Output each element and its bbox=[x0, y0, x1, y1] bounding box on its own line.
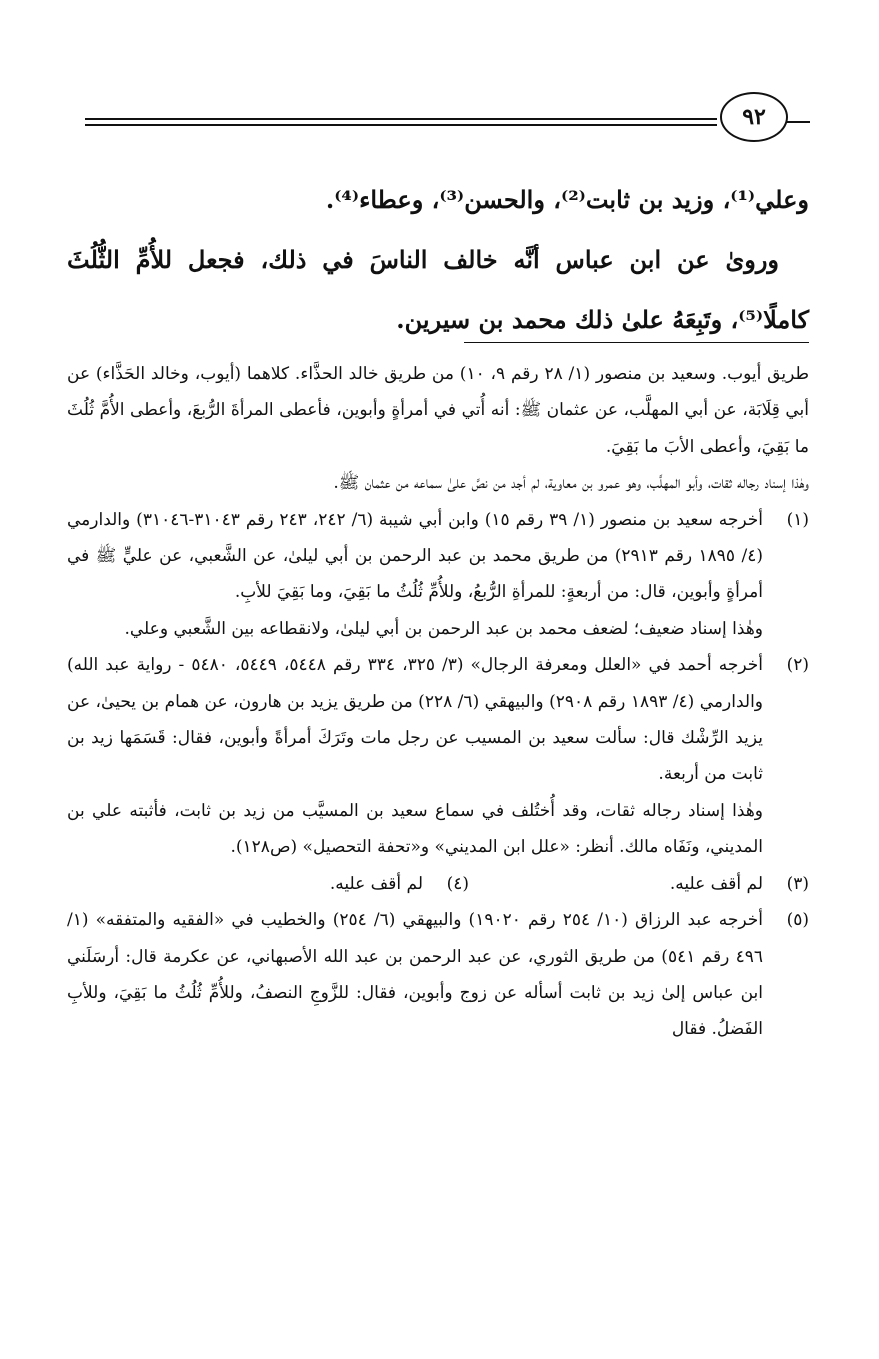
footnote-continuation: طريق أيوب. وسعيد بن منصور (١/ ٢٨ رقم ٩، ١٠) من طريق خالد الحذَّاء. كلاهما (أيوب، وخالد الحَذَّاء) عن أبي قِلَابَة، عن أبي المهلَّب، عن عثمان ﷺ: أنه أُتي في أمرأةٍ وأبوين، فأعطى المرأةَ الرُّبعَ، وأعطى الأُمَّ ثُلُثَ ما بَقِيَ، وأعطى الأبَ ما بَقِيَ. bbox=[67, 364, 810, 457]
footnote-number: (٢) bbox=[786, 655, 809, 676]
footnotes-3-4 bbox=[67, 866, 809, 902]
header-rule-right bbox=[785, 121, 810, 123]
footnote-3 bbox=[469, 866, 809, 902]
header-rule-top bbox=[85, 118, 717, 120]
footnote-5 bbox=[67, 902, 809, 1048]
footnote-text: وهٰذا إسناد رجاله ثقات، وقد أُختُلف في سماع سعيد بن المسيَّب من زيد بن ثابت، فأثبته علي بن المديني، ونَفَاه مالك. أنظر: «علل ابن المديني» و«تحفة التحصيل» (ص١٢٨). bbox=[67, 800, 763, 858]
footnote-number: (١) bbox=[786, 509, 809, 530]
footnote-text: أخرجه أحمد في «العلل ومعرفة الرجال» (٣/ ٣٢٥، ٣٣٤ رقم ٥٤٤٨، ٥٤٤٩، ٥٤٨٠ - رواية عبد الله) والدارمي (٤/ ١٨٩٣ رقم ٢٩٠٨) والبيهقي (٦/ ٢٢٨) من طريق يزيد بن هارون، عن همام بن يحيىٰ، عن يزيد الرِّشْك قال: سألت سعيد بن المسيب عن رجل مات وتَرَكَ أمرأةً وأبوين، فقال: قَسَمَها زيد بن ثابت من أربعة. bbox=[67, 655, 764, 785]
header-rule-bottom bbox=[85, 124, 717, 126]
footnote-number: (٥) bbox=[786, 910, 809, 931]
footnote-separator bbox=[464, 342, 809, 343]
footnote-text: لم أقف عليه. bbox=[329, 873, 423, 894]
footnote-text: أخرجه عبد الرزاق (١٠/ ٢٥٤ رقم ١٩٠٢٠) والبيهقي (٦/ ٢٥٤) والخطيب في «الفقيه والمتفقه» (١/ ٤٩٦ رقم ٥٤١) من طريق الثوري، عن عبد الرحمن بن عبد الله الأصبهاني، عن عكرمة قال: أرسَلَني ابن عباس إلىٰ زيد بن ثابت أسأله عن زوج وأبوين، فقال: للزَّوجِ النصفُ، وللأُمِّ ثُلُثُ ما بَقِيَ، وللأبِ الفَضلُ. فقال bbox=[67, 910, 763, 1040]
page-number: ٩٢ bbox=[720, 92, 788, 142]
main-line: وعلي⁽¹⁾، وزيد بن ثابت⁽²⁾، والحسن⁽³⁾، وعطاء⁽⁴⁾. bbox=[325, 185, 809, 214]
footnote-text: لم أقف عليه. bbox=[669, 873, 763, 894]
footnote-text: وهٰذا إسناد ضعيف؛ لضعف محمد بن عبد الرحمن بن أبي ليلىٰ، ولانقطاعه بين الشَّعبي وعلي. bbox=[124, 618, 763, 639]
footnote-4 bbox=[129, 866, 469, 902]
footnote-text: أخرجه سعيد بن منصور (١/ ٣٩ رقم ١٥) وابن أبي شيبة (٦/ ٢٤٢، ٢٤٣ رقم ٣١٠٤٣-٣١٠٤٦) والدارمي (٤/ ١٨٩٥ رقم ٢٩١٣) من طريق محمد بن عبد الرحمن بن أبي ليلىٰ، عن الشَّعبي، عن عليٍّ ﷺ في أمرأةٍ وأبوين، قال: من أربعةٍ: للمرأةِ الرُّبعُ، وللأُمِّ ثُلُثُ ما بَقِيَ، وما بَقِيَ للأبِ. bbox=[67, 509, 763, 603]
footnote-number: (٤) bbox=[446, 873, 469, 894]
footnotes bbox=[67, 356, 809, 1048]
footnote-number: (٣) bbox=[786, 873, 809, 894]
footnote-1 bbox=[67, 502, 809, 648]
footnote-continuation: وهٰذا إسناد رجاله ثقات، وأبو المهلَّب، وهو عمرو بن معاوية، لم أجد من نصَّ علىٰ سماعه من عثمان ﷺ. bbox=[333, 473, 809, 494]
footnote-2 bbox=[67, 647, 809, 865]
main-paragraph: ورویٰ عن ابن عباس أنَّه خالف الناسَ في ذلك، فجعل للأُمِّ الثُّلُثَ كاملًا⁽⁵⁾، وتَبِعَهُ علىٰ ذلك محمد بن سيرين. bbox=[67, 245, 809, 334]
main-text bbox=[67, 170, 809, 350]
page-header bbox=[85, 92, 810, 142]
